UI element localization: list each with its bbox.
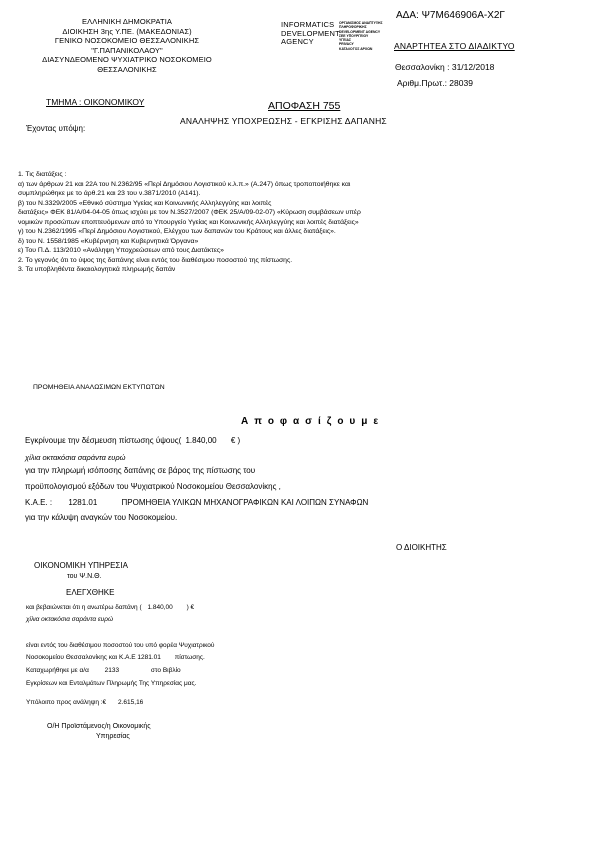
kae-code: 1281.01	[68, 498, 98, 507]
closing-line-1: Ο/Η Προϊστάμενος/η Οικονομικής	[47, 723, 151, 730]
checked-line-1	[26, 604, 194, 612]
logo-small-line: PRIVACY	[339, 42, 354, 47]
approval-amount-words: χίλια οκτακόσια σαράντα ευρώ	[25, 453, 126, 462]
provision-line: νομικών προσώπων εποπτευόμενων από το Υπουργείο Υγείας και Κοινωνικής Αλληλεγγύης και λοιπές διατάξεις»	[18, 218, 359, 226]
issuer-line: ΔΙΟΙΚΗΣΗ 3ης Υ.ΠΕ. (ΜΑΚΕΔΟΝΙΑΣ)	[62, 26, 192, 36]
ida-logo	[281, 20, 383, 51]
issuer-line: ΕΛΛΗΝΙΚΗ ΔΗΜΟΚΡΑΤΙΑ	[82, 17, 172, 26]
checked-title: ΕΛΕΓΧΘΗΚΕ	[66, 588, 115, 597]
provision-line: 3. Τα υποβληθέντα δικαιολογητικά πληρωμής δαπάν	[18, 266, 176, 273]
approval-prefix: Εγκρίνουμε την δέσμευση πίστωσης ύψους(	[25, 436, 182, 445]
approval-kae-line	[25, 498, 368, 508]
logo-line: INFORMATICS	[281, 20, 335, 29]
provision-line: συμπληρώθηκε με το άρθ.21 και 23 του ν.3871/2010 (Α141).	[18, 190, 201, 197]
provisions-list	[18, 170, 361, 275]
provision-line: διατάξεις» ΦΕΚ 81/Α/04-04-05 όπως ισχύει με τον Ν.3527/2007 (ΦΕΚ 25/Α/09-02-07) «Κύρωση συμβάσεων υπέρ	[18, 209, 361, 216]
logo-small-line: ΠΛΗΡΟΦΟΡΙΚΗΣ	[339, 25, 367, 30]
decision-subtitle: ΑΝΑΛΗΨΗΣ ΥΠΟΧΡΕΩΣΗΣ - ΕΓΚΡΙΣΗΣ ΔΑΠΑΝΗΣ	[180, 116, 387, 126]
department-label: ΤΜΗΜΑ : ΟΙΚΟΝΟΜΙΚΟΥ	[46, 97, 145, 107]
document-date: Θεσσαλονίκη : 31/12/2018	[395, 62, 495, 72]
provision-line: α) των άρθρων 21 και 22Α του Ν.2362/95 «Περί Δημόσιου Λογιστικού κ.λ.π.» (Α.247) όπως τροποποιήθηκε και	[18, 180, 351, 188]
logo-small-text	[339, 21, 383, 51]
checked-prefix: και βεβαιώνεται ότι η ανωτέρω δαπάνη (	[26, 604, 142, 611]
checked-credit: πίστωσης.	[174, 654, 205, 661]
considering-label: Έχοντας υπόψη:	[26, 124, 86, 133]
director-signature: Ο ΔΙΟΙΚΗΤΗΣ	[396, 543, 447, 552]
issuer-header	[14, 17, 240, 75]
ada-code: ΑΔΑ: Ψ7Μ646906Α-Χ2Γ	[396, 10, 505, 21]
checked-line-6: Εγκρίσεων και Ενταλμάτων Πληρωμής Της Υπηρεσίας μας.	[26, 680, 197, 687]
provision-line: 1. Τις διατάξεις :	[18, 171, 67, 178]
provision-line: δ) του Ν. 1558/1985 «Κυβέρνηση και Κυβερνητικά Όργανα»	[18, 237, 199, 245]
decision-title: ΑΠΟΦΑΣΗ 755	[268, 100, 341, 112]
approval-line-4: προϋπολογισμού εξόδων του Ψυχιατρικού Νοσοκομείου Θεσσαλονίκης ,	[25, 482, 281, 491]
checked-entry-number: 2133	[104, 667, 120, 674]
decide-heading: Α π ο φ α σ ί ζ ο υ μ ε	[241, 416, 380, 427]
issuer-line: ΘΕΣΣΑΛΟΝΙΚΗΣ	[97, 64, 157, 74]
logo-small-line: ΣΕΕ ΥΠΟΥΡΓΕΙΟΥ	[339, 33, 369, 38]
provision-line: 2. Το γεγονός ότι το ύψος της δαπάνης είναι εντός του διαθέσιμου ποσοστού της πίστωσης.	[18, 256, 293, 264]
logo-small-line: ΥΓΕΙΑΣ	[339, 38, 351, 43]
supply-title: ΠΡΟΜΗΘΕΙΑ ΑΝΑΛΩΣΙΜΩΝ ΕΚΤΥΠΩΤΩΝ	[33, 384, 165, 391]
logo-line: AGENCY	[281, 37, 314, 47]
issuer-line: ΔΙΑΣΥΝΔΕΟΜΕΝΟ ΨΥΧΙΑΤΡΙΚΟ ΝΟΣΟΚΟΜΕΙΟ	[42, 55, 212, 65]
provision-line: γ) του Ν.2362/1995 «Περί Δημόσιου Λογιστικού, Ελέγχου των δαπανών του Κράτους και άλλες διατάξεις».	[18, 228, 336, 235]
checked-entry-label: Καταχωρήθηκε με α/α	[26, 667, 89, 674]
checked-book-label: στο Βιβλίο	[150, 667, 181, 674]
checked-amount-words: χίλια οκτακόσια σαράντα ευρώ	[26, 616, 114, 623]
logo-small-line: ΟΡΓΑΝΙΣΜΟΣ ΑΝΑΠΤΥΞΗΣ	[339, 21, 383, 25]
checked-line-3: είναι εντός του διαθέσιμου ποσοστού του υπό φορέα Ψυχιατρικού	[26, 642, 215, 649]
checked-line-4	[26, 654, 205, 662]
closing-line-2: Υπηρεσίας	[96, 733, 130, 740]
logo-small-line: ΚΑΤΑΛΟΓΟΣ ΑΡΧΩΝ	[339, 46, 373, 51]
remaining-label: Υπόλοιπο προς ανάληψη :€	[26, 699, 107, 706]
checked-kae: Νοσοκομείου Θεσσαλονίκης και Κ.Α.Ε 1281.01	[26, 654, 161, 661]
checked-amount: 1.840,00	[147, 604, 173, 611]
approval-amount: 1.840,00	[185, 436, 217, 445]
econ-service-subtitle: του Ψ.Ν.Θ.	[67, 573, 102, 580]
issuer-line: ΓΕΝΙΚΟ ΝΟΣΟΚΟΜΕΙΟ ΘΕΣΣΑΛΟΝΙΚΗΣ	[54, 36, 200, 46]
logo-small-line: DEVELOPMENT AGENCY	[339, 29, 381, 34]
remaining-value: 2.615,16	[118, 699, 144, 706]
posted-notice: ΑΝΑΡΤΗΤΕΑ ΣΤΟ ΔΙΑΔΙΚΤΥΟ	[394, 41, 515, 51]
remaining-line	[26, 699, 143, 707]
logo-line: DEVELOPMENT	[281, 28, 340, 38]
kae-description: ΠΡΟΜΗΘΕΙΑ ΥΛΙΚΩΝ ΜΗΧΑΝΟΓΡΑΦΙΚΩΝ ΚΑΙ ΛΟΙΠΩΝ ΣΥΝΑΦΩΝ	[121, 498, 369, 507]
checked-line-5	[26, 667, 181, 675]
approval-line-3: για την πληρωμή ισόποσης δαπάνης σε βάρος της πίστωσης του	[25, 466, 256, 475]
issuer-line: "Γ.ΠΑΠΑΝΙΚΟΛΑΟΥ"	[91, 45, 163, 55]
econ-service-title: ΟΙΚΟΝΟΜΙΚΗ ΥΠΗΡΕΣΙΑ	[34, 561, 128, 570]
kae-label: Κ.Α.Ε. :	[25, 498, 53, 507]
approval-line-1	[25, 436, 240, 446]
approval-currency: € )	[230, 436, 241, 445]
approval-line-6: για την κάλυψη αναγκών του Νοσοκομείου.	[25, 513, 178, 522]
protocol-number: Αριθμ.Πρωτ.: 28039	[397, 78, 473, 88]
checked-suffix: ) €	[186, 604, 195, 611]
provision-line: β) του Ν.3329/2005 «Εθνικό σύστημα Υγείας και Κοινωνικής Αλληλεγγύης και λοιπές	[18, 199, 272, 207]
provision-line: ε) Του Π.Δ. 113/2010 «Ανάληψη Υποχρεώσεων από τους Διατάκτες»	[18, 247, 224, 254]
